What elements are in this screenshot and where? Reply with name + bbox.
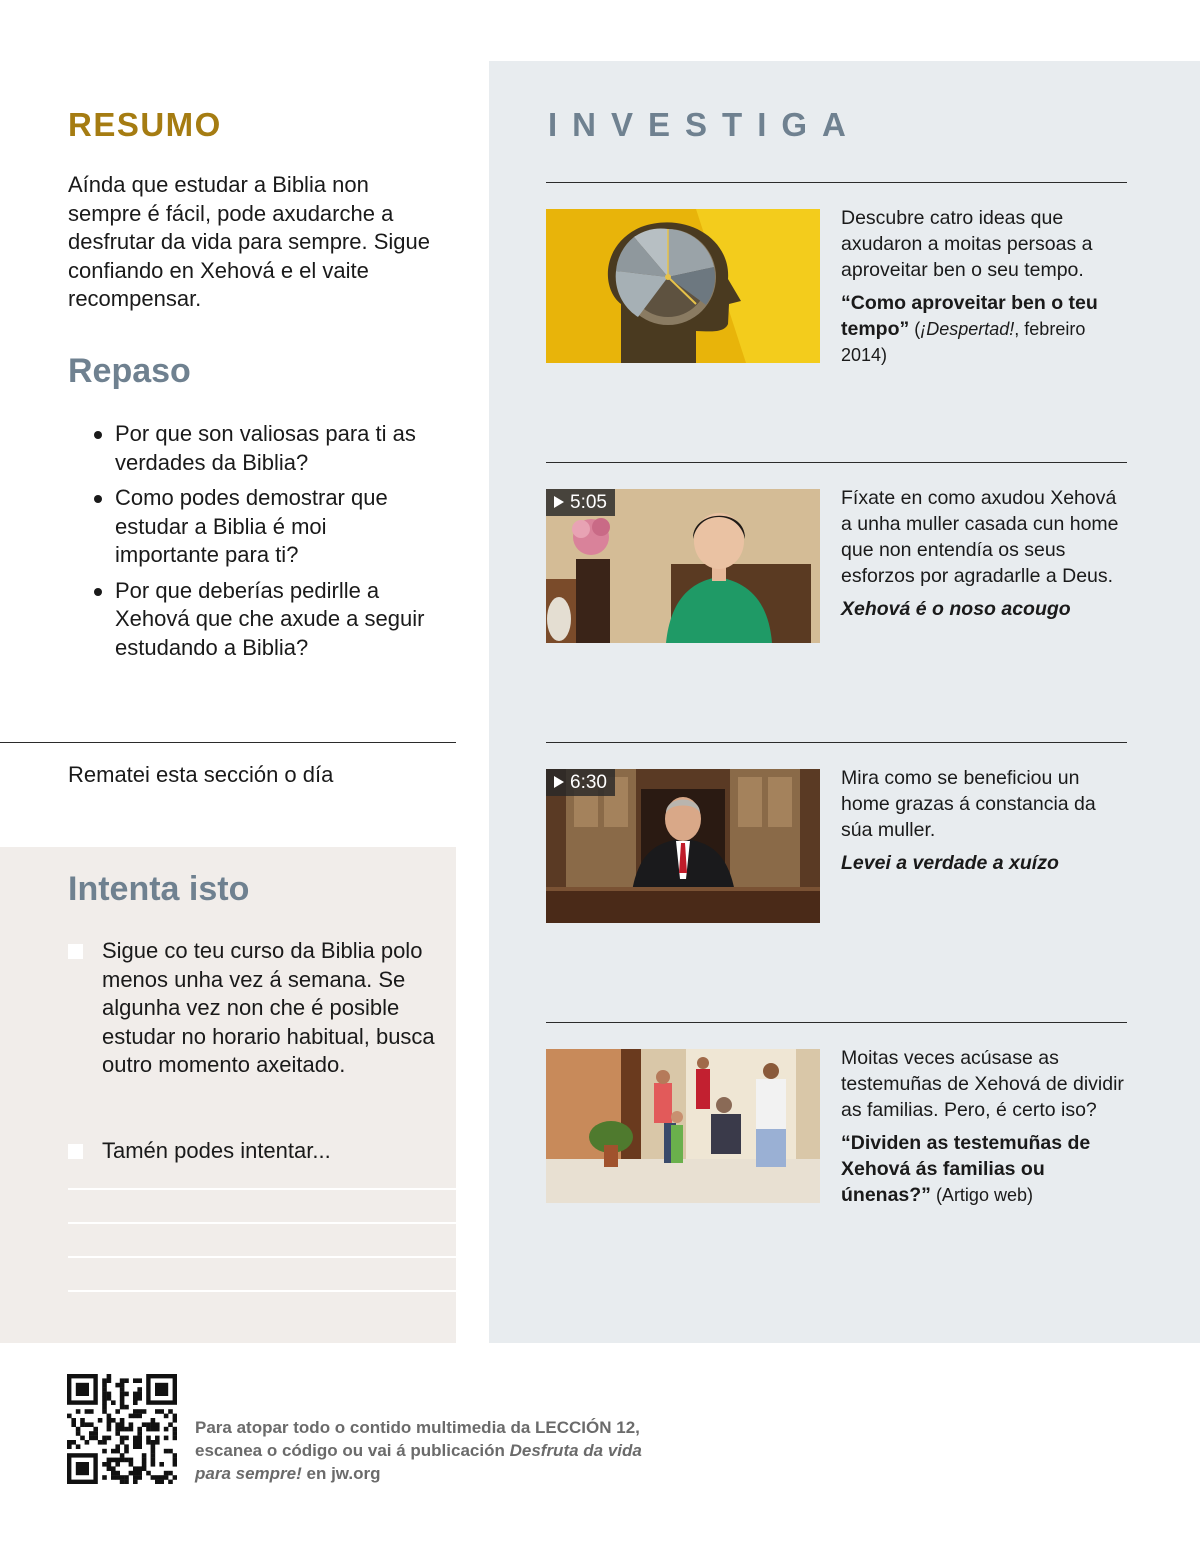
checklist-item-label: Tamén podes intentar... (102, 1138, 331, 1163)
reference-source: ¡Despertad! (920, 319, 1015, 339)
item-description: Moitas veces acúsase as testemuñas de Xehová de dividir as familias. Pero, é certo iso? (841, 1047, 1124, 1121)
investiga-item (841, 1045, 1131, 1208)
intenta-box (0, 847, 456, 1343)
repaso-title: Repaso (68, 352, 191, 390)
family-image (546, 1049, 820, 1203)
reference-title[interactable]: Levei a verdade a xuízo (841, 852, 1059, 874)
divider (546, 1022, 1127, 1023)
repaso-list (90, 420, 430, 669)
video-duration-badge: 5:05 (546, 489, 615, 516)
item-reference[interactable]: “Como aproveitar ben o teu tempo” (¡Despertad!, febreiro 2014) (841, 292, 1098, 365)
item-reference[interactable] (841, 596, 1131, 622)
writing-line[interactable] (68, 1188, 456, 1190)
divider (546, 742, 1127, 743)
checkbox[interactable] (68, 944, 83, 959)
video-thumbnail[interactable] (546, 769, 820, 923)
divider (546, 182, 1127, 183)
item-description: Descubre catro ideas que axudaron a moitas persoas a aproveitar ben o seu tempo. (841, 207, 1093, 281)
repaso-item: Por que son valiosas para ti as verdades da Biblia? (90, 420, 430, 477)
item-description: Fíxate en como axudou Xehová a unha muller casada cun home que non entendía os seus esforzos por agradarlle a Deus. (841, 487, 1119, 587)
reference-date: , febreiro 2014) (841, 319, 1086, 365)
reference-title[interactable]: Xehová é o noso acougo (841, 598, 1071, 620)
checklist-item-label: Sigue co teu curso da Biblia polo menos unha vez á semana. Se algunha vez non che é posible estudar no horario habitual, busca outro momento axeitado. (102, 938, 435, 1077)
item-reference[interactable] (841, 1130, 1131, 1208)
reference-note: (Artigo web) (930, 1185, 1033, 1205)
completion-date-label[interactable]: Rematei esta sección o día (68, 762, 334, 787)
item-description: Mira como se beneficiou un home grazas á constancia da súa muller. (841, 767, 1096, 841)
video-thumbnail[interactable] (546, 489, 820, 643)
clock-head-image (546, 209, 820, 363)
article-thumbnail[interactable] (546, 209, 820, 363)
investiga-title: INVESTIGA (548, 106, 861, 143)
investiga-item (841, 765, 1131, 876)
writing-line[interactable] (68, 1256, 456, 1258)
reference-title[interactable]: “Como aproveitar ben o teu tempo” (841, 292, 1098, 340)
divider (546, 462, 1127, 463)
qr-code-icon (67, 1374, 177, 1484)
investiga-item (841, 205, 1131, 368)
repaso-item: Como podes demostrar que estudar a Biblia é moi importante para ti? (90, 484, 430, 570)
checklist-item (68, 1137, 438, 1166)
video-duration-badge: 6:30 (546, 769, 615, 796)
investiga-item (841, 485, 1131, 622)
play-icon (554, 496, 564, 508)
item-reference[interactable] (841, 850, 1131, 876)
writing-line[interactable] (68, 1290, 456, 1292)
bullet-icon (94, 588, 102, 596)
bullet-icon (94, 431, 102, 439)
reference-title[interactable]: “Dividen as testemuñas de Xehová ás familias ou únenas?” (841, 1132, 1091, 1206)
writing-line[interactable] (68, 1222, 456, 1224)
checklist-item (68, 937, 438, 1080)
intenta-title: Intenta isto (68, 870, 250, 908)
resumo-title: RESUMO (68, 106, 222, 143)
article-thumbnail[interactable] (546, 1049, 820, 1203)
checkbox[interactable] (68, 1144, 83, 1159)
repaso-item: Por que deberías pedirlle a Xehová que che axude a seguir estudando a Biblia? (90, 577, 430, 663)
resumo-text: Aínda que estudar a Biblia non sempre é fácil, pode axudarche a desfrutar da vida para sempre. Sigue confiando en Xehová e el vaite recompensar. (68, 172, 430, 311)
divider (0, 742, 456, 743)
bullet-icon (94, 495, 102, 503)
qr-code[interactable] (67, 1374, 177, 1484)
footer-note: Para atopar todo o contido multimedia da LECCIÓN 12, escanea o código ou vai á publicación Desfruta da vida para sempre! en jw.org (195, 1418, 642, 1483)
play-icon (554, 776, 564, 788)
